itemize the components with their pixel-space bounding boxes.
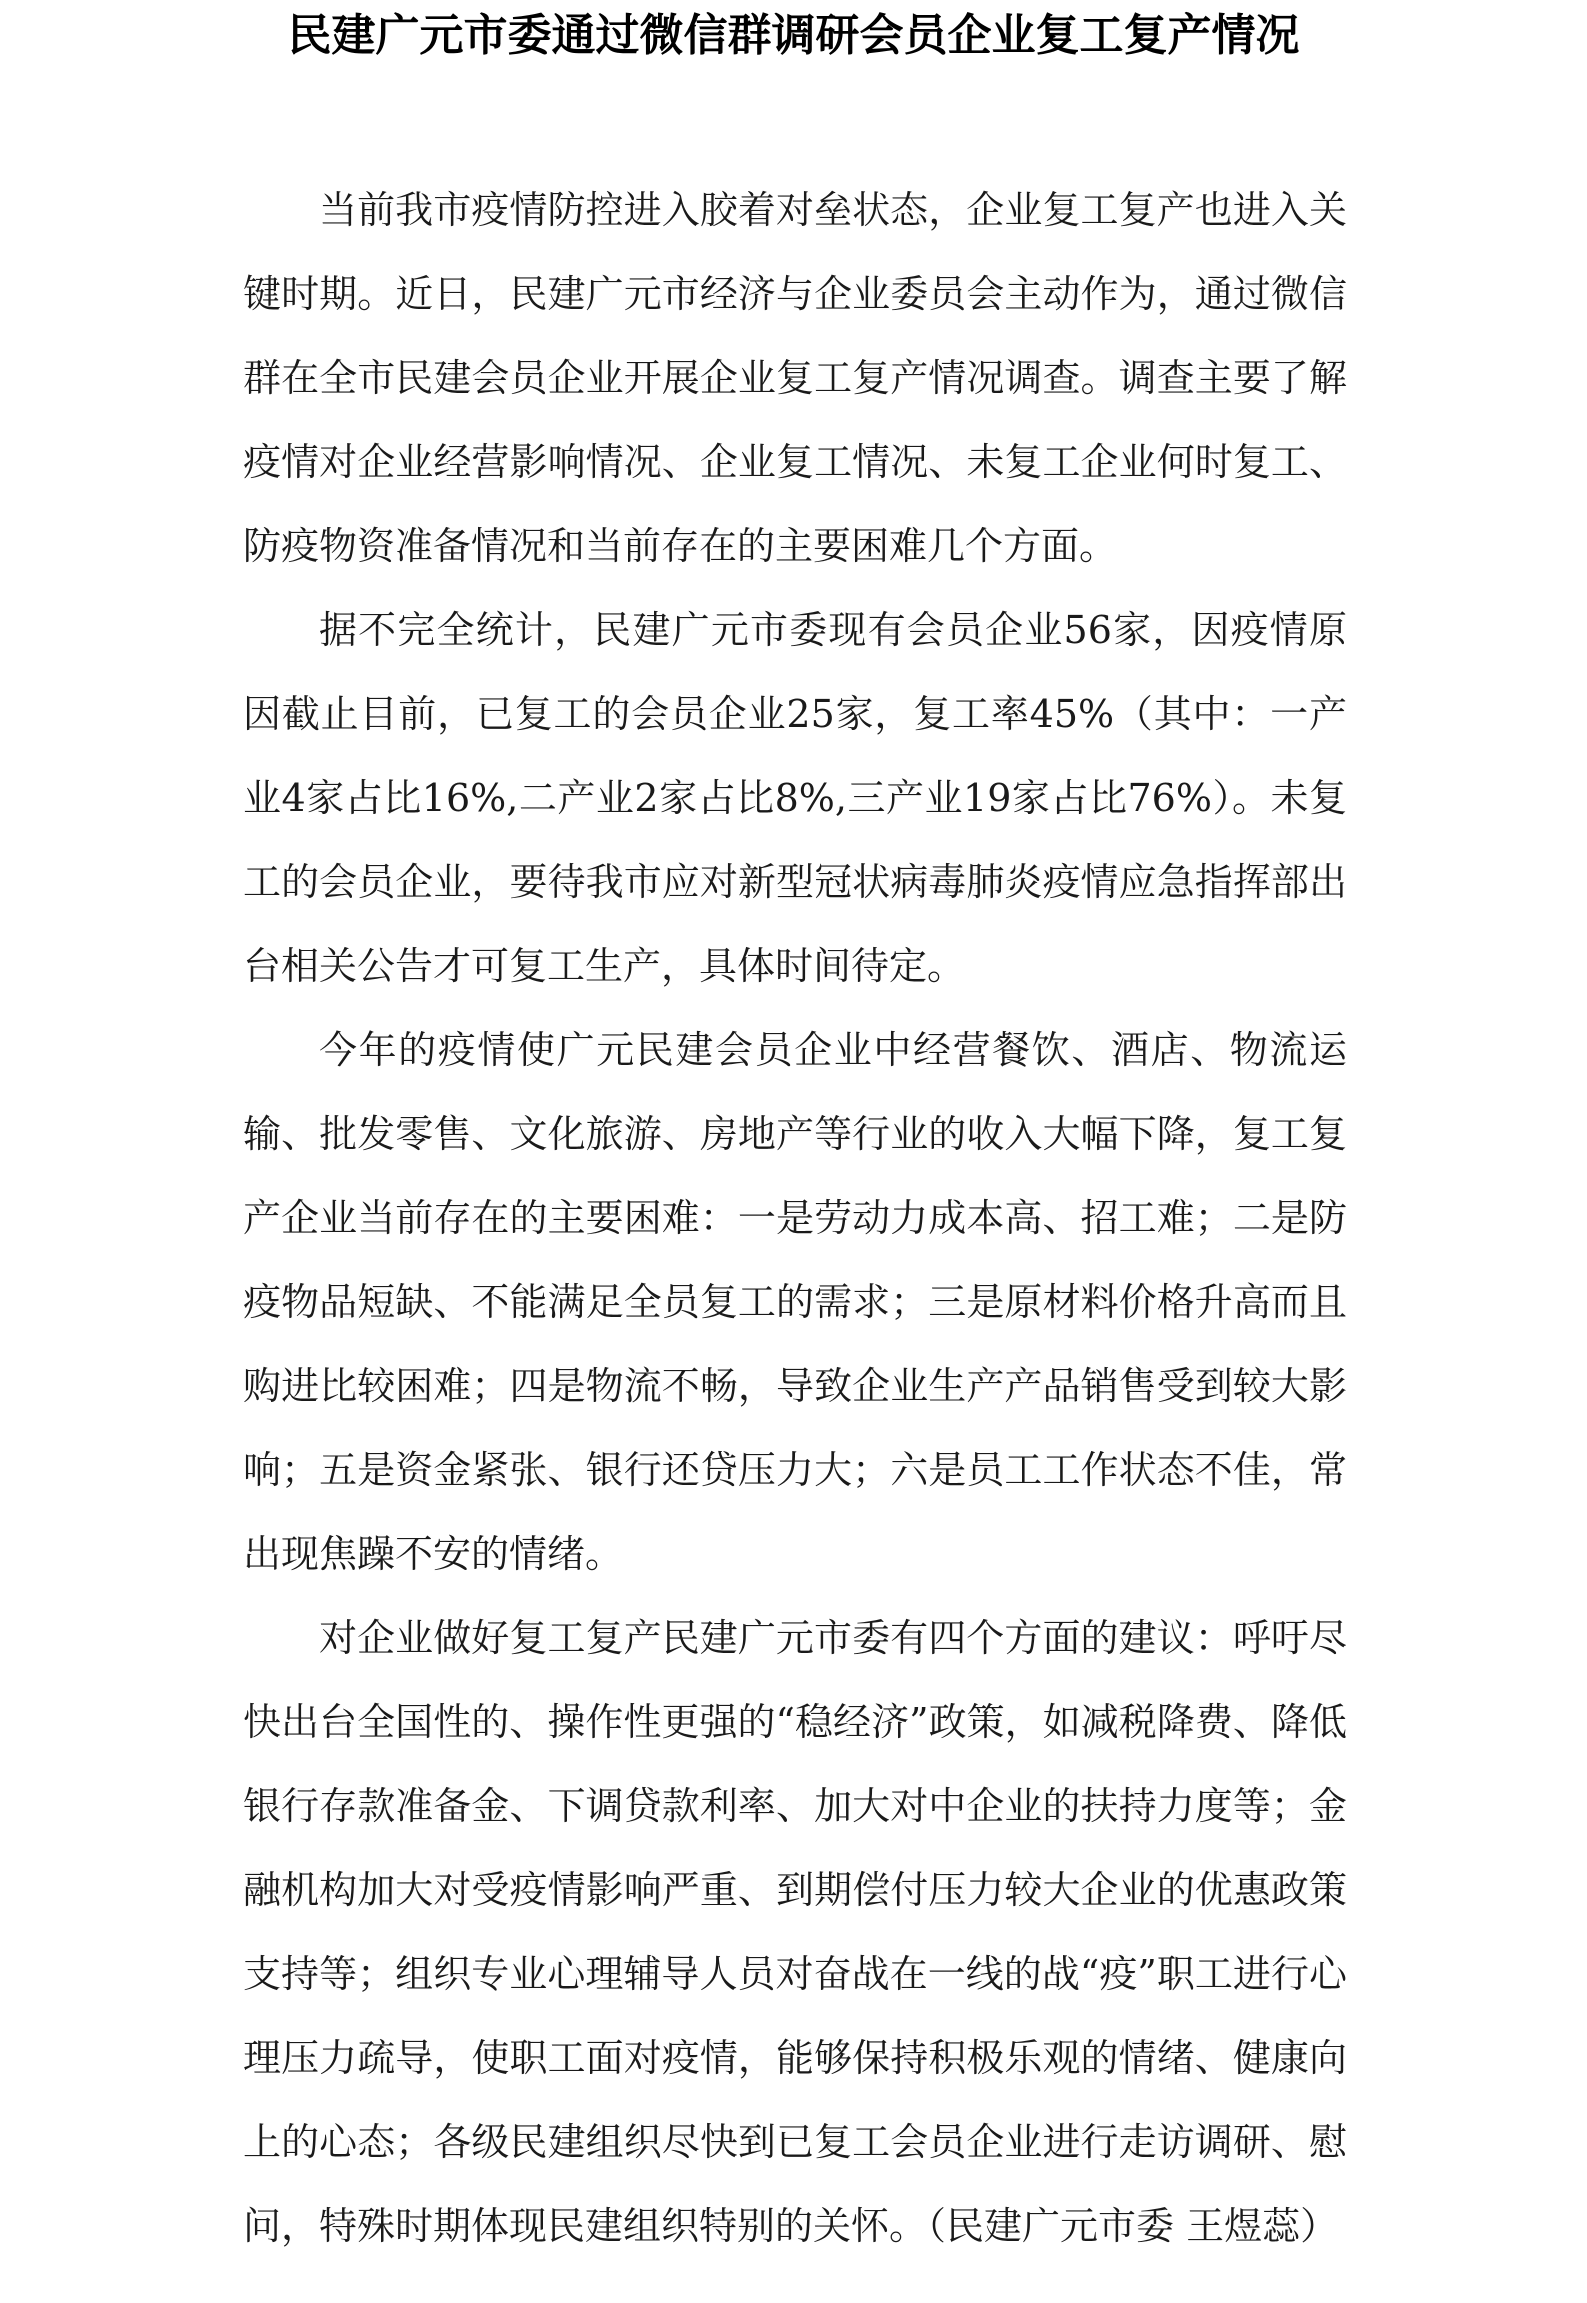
document-body: [243, 168, 1347, 2268]
paragraph-4: 对企业做好复工复产民建广元市委有四个方面的建议：呼吁尽快出台全国性的、操作性更强的“稳经济”政策，如减税降费、降低银行存款准备金、下调贷款利率、加大对中企业的扶持力度等；金融机构加大对受疫情影响严重、到期偿付压力较大企业的优惠政策支持等；组织专业心理辅导人员对奋战在一线的战“疫”职工进行心理压力疏导，使职工面对疫情，能够保持积极乐观的情绪、健康向上的心态；各级民建组织尽快到已复工会员企业进行走访调研、慰问，特殊时期体现民建组织特别的关怀。（民建广元市委 王煜蕊）: [243, 1616, 1347, 2248]
paragraph-1: 当前我市疫情防控进入胶着对垒状态，企业复工复产也进入关键时期。近日，民建广元市经济与企业委员会主动作为，通过微信群在全市民建会员企业开展企业复工复产情况调查。调查主要了解疫情对企业经营影响情况、企业复工情况、未复工企业何时复工、防疫物资准备情况和当前存在的主要困难几个方面。: [243, 188, 1347, 568]
paragraph-3: 今年的疫情使广元民建会员企业中经营餐饮、酒店、物流运输、批发零售、文化旅游、房地产等行业的收入大幅下降，复工复产企业当前存在的主要困难：一是劳动力成本高、招工难；二是防疫物品短缺、不能满足全员复工的需求；三是原材料价格升高而且购进比较困难；四是物流不畅，导致企业生产产品销售受到较大影响；五是资金紧张、银行还贷压力大；六是员工工作状态不佳，常出现焦躁不安的情绪。: [243, 1028, 1347, 1576]
document-title: 民建广元市委通过微信群调研会员企业复工复产情况: [287, 10, 1300, 61]
paragraph-2: 据不完全统计，民建广元市委现有会员企业56家，因疫情原因截止目前，已复工的会员企业25家，复工率45%（其中：一产业4家占比16%,二产业2家占比8%,三产业19家占比76%）。未复工的会员企业，要待我市应对新型冠状病毒肺炎疫情应急指挥部出台相关公告才可复工生产，具体时间待定。: [243, 608, 1347, 988]
